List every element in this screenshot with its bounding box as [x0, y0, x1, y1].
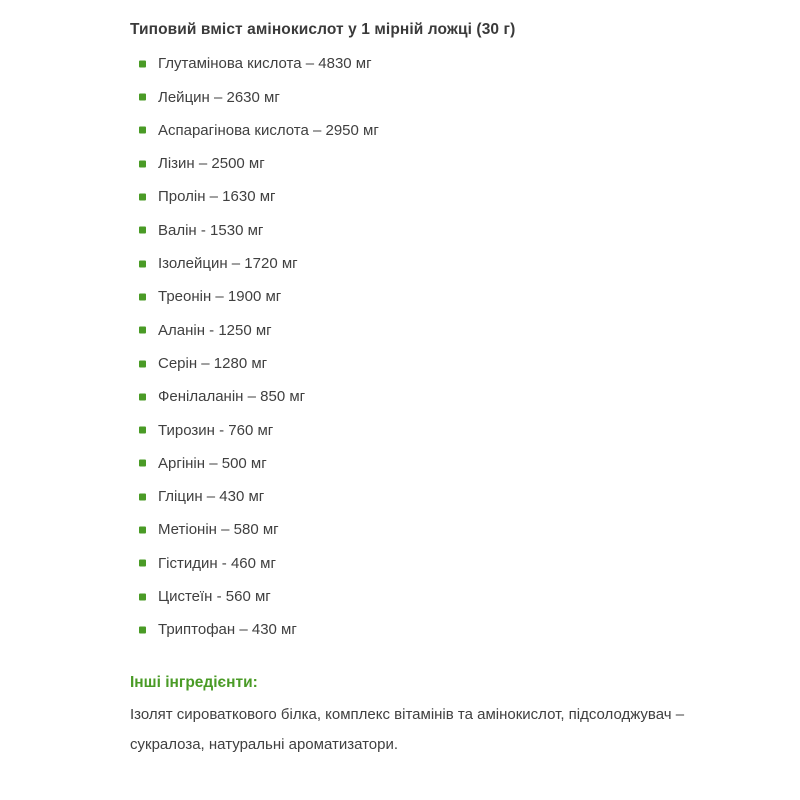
list-item-label: Серін – 1280 мг: [158, 354, 268, 372]
list-item-label: Пролін – 1630 мг: [158, 188, 276, 206]
list-item-label: Лейцин – 2630 мг: [158, 88, 280, 106]
list-item-label: Аланін - 1250 мг: [158, 321, 272, 339]
list-item: [130, 580, 760, 613]
bullet-icon: [139, 593, 146, 600]
bullet-icon: [139, 293, 146, 300]
list-item-label: Валін - 1530 мг: [158, 221, 264, 239]
other-ingredients-text: Ізолят сироваткового білка, комплекс вітамінів та амінокислот, підсолоджувач – сукралоза, натуральні ароматизатори.: [130, 705, 685, 753]
list-item-label: Триптофан – 430 мг: [158, 621, 297, 639]
bullet-icon: [139, 460, 146, 467]
list-item-label: Лізин – 2500 мг: [158, 155, 265, 173]
bullet-icon: [139, 127, 146, 134]
list-item: [130, 480, 760, 513]
bullet-icon: [139, 94, 146, 101]
bullet-icon: [139, 527, 146, 534]
list-item-label: Тирозин - 760 мг: [158, 421, 274, 439]
bullet-icon: [139, 227, 146, 234]
list-item: [130, 180, 760, 213]
list-item: [130, 380, 760, 413]
list-item: [130, 280, 760, 313]
list-item-label: Аспарагінова кислота – 2950 мг: [158, 121, 379, 139]
bullet-icon: [139, 393, 146, 400]
bullet-icon: [139, 626, 146, 633]
list-item: [130, 47, 760, 80]
list-item: [130, 247, 760, 280]
list-item-label: Гістидин - 460 мг: [158, 554, 276, 572]
list-item-label: Гліцин – 430 мг: [158, 488, 265, 506]
list-item-label: Треонін – 1900 мг: [158, 288, 282, 306]
amino-acid-list: [130, 47, 760, 646]
list-item: [130, 447, 760, 480]
bullet-icon: [139, 427, 146, 434]
list-item: [130, 214, 760, 247]
page-title: Типовий вміст амінокислот у 1 мірній ложці (30 г): [130, 21, 516, 38]
list-item-label: Аргінін – 500 мг: [158, 454, 267, 472]
list-item-label: Глутамінова кислота – 4830 мг: [158, 55, 372, 73]
list-item: [130, 314, 760, 347]
list-item: [130, 81, 760, 114]
list-item: [130, 147, 760, 180]
other-ingredients-heading: Інші інгредієнти:: [130, 673, 258, 691]
bullet-icon: [139, 160, 146, 167]
list-item-label: Метіонін – 580 мг: [158, 521, 279, 539]
list-item: [130, 347, 760, 380]
list-item: [130, 414, 760, 447]
bullet-icon: [139, 327, 146, 334]
list-item-label: Фенілаланін – 850 мг: [158, 388, 306, 406]
bullet-icon: [139, 360, 146, 367]
bullet-icon: [139, 60, 146, 67]
bullet-icon: [139, 194, 146, 201]
list-item-label: Ізолейцин – 1720 мг: [158, 255, 298, 273]
bullet-icon: [139, 560, 146, 567]
list-item: [130, 613, 760, 646]
list-item: [130, 547, 760, 580]
list-item: [130, 114, 760, 147]
list-item: [130, 513, 760, 546]
bullet-icon: [139, 493, 146, 500]
bullet-icon: [139, 260, 146, 267]
list-item-label: Цистеїн - 560 мг: [158, 588, 271, 605]
